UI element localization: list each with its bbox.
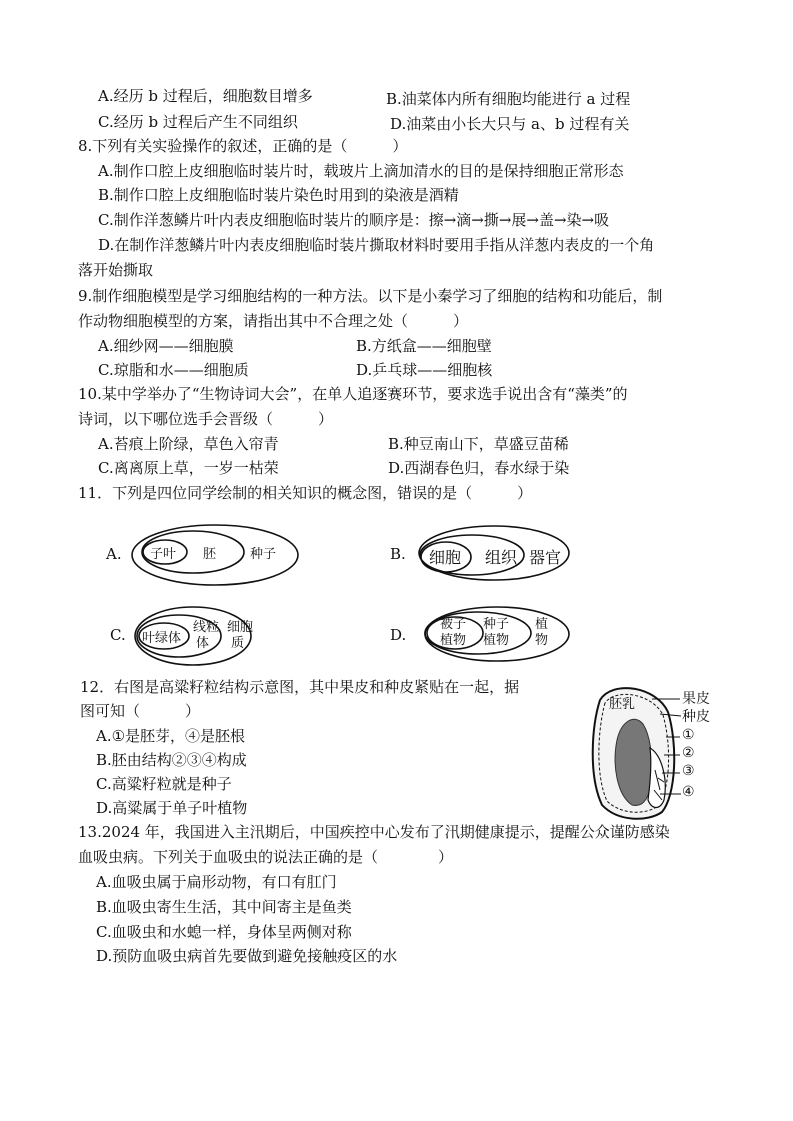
q8-option-d-line1: D.在制作洋葱鳞片叶内表皮细胞临时装片撕取材料时要用手指从洋葱内表皮的一个角 xyxy=(98,236,655,254)
q9-option-c: C.琼脂和水——细胞质 xyxy=(98,361,249,379)
figure-label-4: ④ xyxy=(682,784,695,800)
q11-diagram-c-label: C. xyxy=(110,626,126,644)
q11-c-mid-line2: 体 xyxy=(196,636,210,651)
q12-option-b: B.胚由结构②③④构成 xyxy=(96,751,247,769)
q13-stem-line2: 血吸虫病。下列关于血吸虫的说法正确的是（ ） xyxy=(78,848,454,866)
q11-stem: 11．下列是四位同学绘制的相关知识的概念图，错误的是（ ） xyxy=(78,484,533,502)
q13-stem-line1: 13.2024 年，我国进入主汛期后，中国疾控中心发布了汛期健康提示，提醒公众谨防感染 xyxy=(78,823,670,841)
q11-a-outer: 种子 xyxy=(250,547,277,562)
figure-label-2: ② xyxy=(682,745,695,761)
q8-stem: 8.下列有关实验操作的叙述，正确的是（ ） xyxy=(78,137,408,155)
q8-option-c: C.制作洋葱鳞片叶内表皮细胞临时装片的顺序是：擦→滴→撕→展→盖→染→吸 xyxy=(98,211,610,229)
q10-stem-line1: 10.某中学举办了“生物诗词大会”，在单人追逐赛环节，要求选手说出含有“藻类”的 xyxy=(78,385,628,403)
q11-c-outer-line1: 细胞 xyxy=(227,620,254,635)
q10-stem-line2: 诗词，以下哪位选手会晋级（ ） xyxy=(78,410,334,428)
q11-d-mid-line1: 种子 xyxy=(483,617,510,632)
q11-d-inner-line1: 被子 xyxy=(440,617,467,632)
q11-b-inner: 细胞 xyxy=(429,548,462,567)
q13-option-a: A.血吸虫属于扁形动物，有口有肛门 xyxy=(96,873,337,891)
q10-option-c: C.离离原上草，一岁一枯荣 xyxy=(98,459,279,477)
q12-option-d: D.高粱属于单子叶植物 xyxy=(96,799,248,817)
q7-option-c: C.经历 b 过程后产生不同组织 xyxy=(98,113,298,131)
q9-option-d: D.乒乓球——细胞核 xyxy=(356,361,493,379)
figure-label-1: ① xyxy=(682,727,695,743)
q13-option-c: C.血吸虫和水螅一样，身体呈两侧对称 xyxy=(96,923,352,941)
figure-label-seedcoat: 种皮 xyxy=(682,709,710,725)
q11-b-mid: 组织 xyxy=(485,548,518,567)
q12-stem-line1: 12．右图是高粱籽粒结构示意图，其中果皮和种皮紧贴在一起，据 xyxy=(80,678,520,696)
q11-b-outer: 器官 xyxy=(529,548,562,567)
q8-option-d-line2: 落开始撕取 xyxy=(78,261,154,279)
q12-stem-line2: 图可知（ ） xyxy=(80,702,201,720)
q8-option-b: B.制作口腔上皮细胞临时装片染色时用到的染液是酒精 xyxy=(98,186,459,204)
q10-option-d: D.西湖春色归，春水绿于染 xyxy=(388,459,570,477)
q11-d-inner-line2: 植物 xyxy=(440,633,467,648)
q11-c-outer-line2: 质 xyxy=(231,636,245,651)
q13-option-b: B.血吸虫寄生生活，其中间寄主是鱼类 xyxy=(96,898,352,916)
q9-option-b: B.方纸盒——细胞壁 xyxy=(356,337,492,355)
q9-stem-line2: 作动物细胞模型的方案，请指出其中不合理之处（ ） xyxy=(78,312,469,330)
figure-label-3: ③ xyxy=(682,763,695,779)
q11-d-mid-line2: 植物 xyxy=(483,633,510,648)
q11-a-inner: 子叶 xyxy=(150,547,177,562)
figure-label-endosperm: 胚乳 xyxy=(609,697,636,712)
q11-c-mid-line1: 线粒 xyxy=(193,620,220,635)
q8-option-a: A.制作口腔上皮细胞临时装片时，载玻片上滴加清水的目的是保持细胞正常形态 xyxy=(98,162,624,180)
q7-option-a: A.经历 b 过程后，细胞数目增多 xyxy=(98,87,313,105)
q9-stem-line1: 9.制作细胞模型是学习细胞结构的一种方法。以下是小秦学习了细胞的结构和功能后，制 xyxy=(78,287,663,305)
q11-a-mid: 胚 xyxy=(203,547,217,562)
q12-option-c: C.高粱籽粒就是种子 xyxy=(96,775,232,793)
q10-option-a: A.苔痕上阶绿，草色入帘青 xyxy=(98,435,279,453)
q11-d-outer-line2: 物 xyxy=(535,633,549,648)
q11-d-outer-line1: 植 xyxy=(535,617,549,632)
q11-diagram-b-label: B. xyxy=(390,545,406,563)
q11-diagram-d-label: D. xyxy=(390,626,407,644)
q7-option-d: D.油菜由小长大只与 a、b 过程有关 xyxy=(390,115,630,133)
q7-option-b: B.油菜体内所有细胞均能进行 a 过程 xyxy=(386,90,631,108)
q13-option-d: D.预防血吸虫病首先要做到避免接触疫区的水 xyxy=(96,947,398,965)
q11-diagram-a-label: A. xyxy=(106,545,122,563)
q11-c-inner: 叶绿体 xyxy=(142,631,182,646)
q12-option-a: A.①是胚芽，④是胚根 xyxy=(96,727,246,745)
figure-label-pericarp: 果皮 xyxy=(682,691,710,707)
q9-option-a: A.细纱网——细胞膜 xyxy=(98,337,234,355)
q10-option-b: B.种豆南山下，草盛豆苗稀 xyxy=(388,435,569,453)
